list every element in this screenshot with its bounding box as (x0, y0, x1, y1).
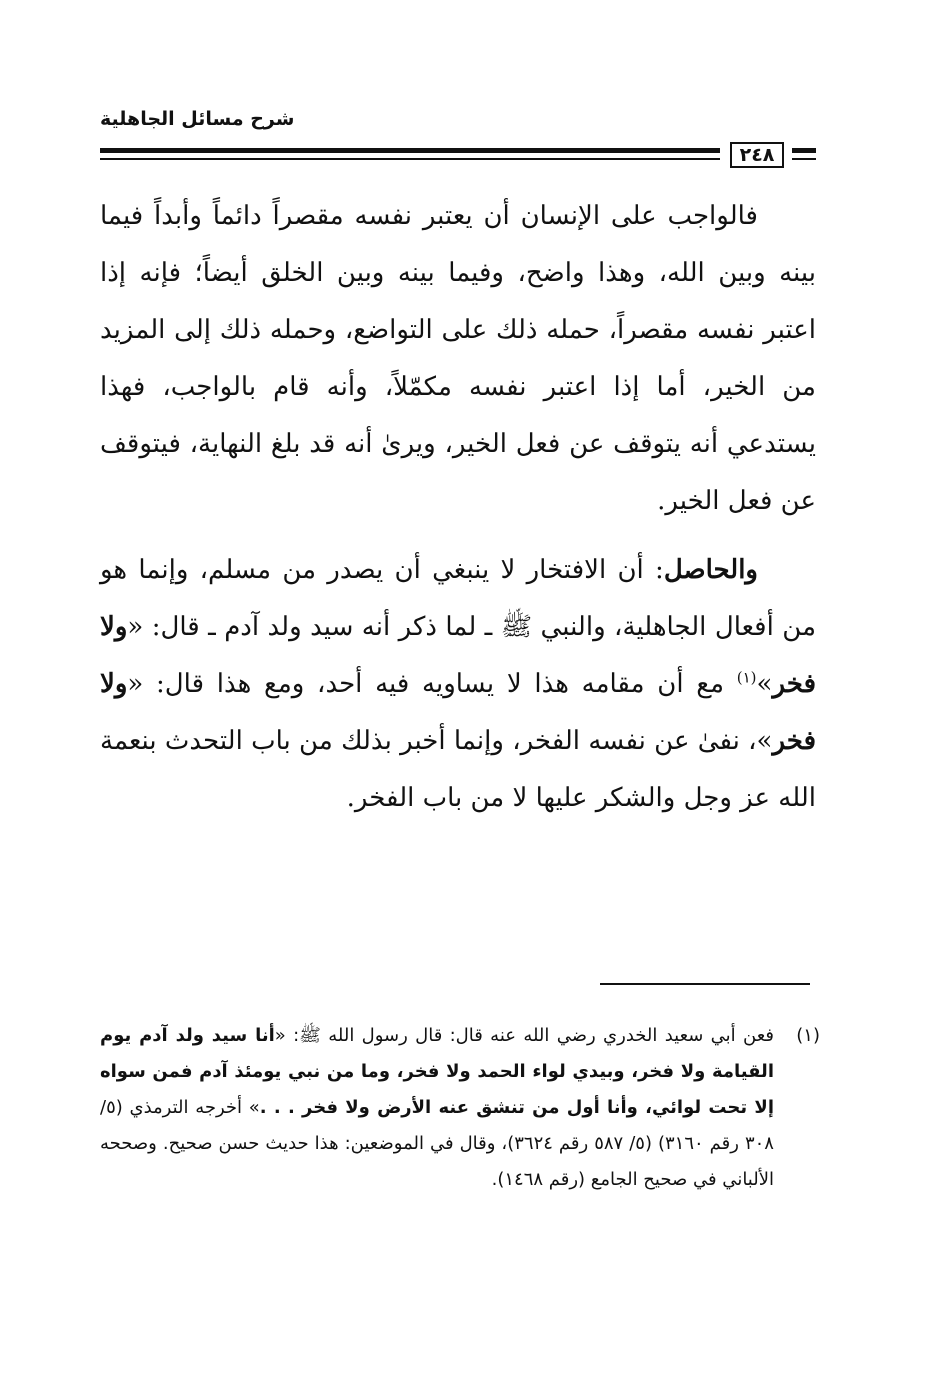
footnote-text-2: » أخرجه الترمذي (٥/ ٣٠٨ رقم ٣١٦٠) (٥/ ٥٨٧ رقم ٣٦٢٤)، وقال في الموضعين: هذا حديث حسن صحيح. وصححه الألباني في صحيح الجامع (رقم ١٤٦٨). (100, 1097, 774, 1190)
quote-wa-la-fakhr-1: ولا فخر (100, 612, 816, 699)
footnote-marker[interactable]: (١) (736, 668, 757, 687)
footnote-text-1: فعن أبي سعيد الخدري رضي الله عنه قال: قال رسول الله ﷺ: « (274, 1025, 774, 1046)
footnote-body (100, 1018, 774, 1198)
footnote (100, 1018, 820, 1198)
paragraph-1: فالواجب على الإنسان أن يعتبر نفسه مقصراً دائماً وأبداً فيما بينه وبين الله، وهذا واضح، وفيما بينه وبين الخلق أيضاً؛ فإنه إذا اعتبر نفسه مقصراً، حمله ذلك على التواضع، وحمله ذلك إلى المزيد من الخير، أما إذا اعتبر نفسه مكمّلاً، وأنه قام بالواجب، فهذا يستدعي أنه يتوقف عن فعل الخير، ويرىٰ أنه قد بلغ النهاية، فيتوقف عن فعل الخير. (100, 201, 816, 516)
header-rule (100, 148, 720, 153)
paragraph-2-text-d: »، نفىٰ عن نفسه الفخر، وإنما أخبر بذلك من باب التحدث بنعمة الله عز وجل والشكر عليها لا من باب الفخر. (100, 726, 816, 813)
header-rule-right-thin (792, 158, 816, 160)
running-title: شرح مسائل الجاهلية (100, 108, 295, 130)
paragraph-2-text-b: » (756, 669, 773, 699)
paragraph-2 (100, 542, 816, 827)
footnote-separator (600, 983, 810, 985)
main-text (100, 188, 816, 827)
footnote-hadith-text: أنا سيد ولد آدم يوم القيامة ولا فخر، وبيدي لواء الحمد ولا فخر، وما من نبي يومئذ آدم فمن سواه إلا تحت لوائي، وأنا أول من تنشق عنه الأرض ولا فخر . . . (100, 1025, 774, 1118)
quote-wa-la-fakhr-2: ولا فخر (100, 669, 816, 756)
footnote-number: (١) (796, 1025, 820, 1046)
page-number: ٢٤٨ (730, 142, 784, 168)
header-rule-right (792, 148, 816, 153)
bold-term-conclusion: والحاصل (663, 555, 758, 585)
paragraph-2-text-a: : أن الافتخار لا ينبغي أن يصدر من مسلم، وإنما هو من أفعال الجاهلية، والنبي ﷺ ـ لما ذكر أنه سيد ولد آدم ـ قال: « (100, 555, 816, 642)
header-rule-thin (100, 158, 720, 160)
paragraph-2-text-c: مع أن مقامه هذا لا يساويه فيه أحد، ومع هذا قال: « (127, 669, 737, 699)
